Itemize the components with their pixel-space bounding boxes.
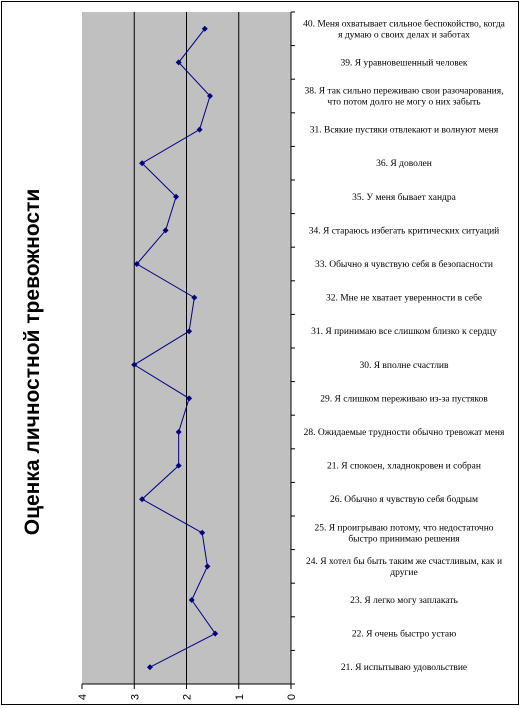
category-label: 36. Я доволен [376, 159, 432, 170]
axis-title: Оценка личностной тревожности [21, 188, 44, 536]
category-label: 25. Я проигрываю потому, что недостаточно быстро принимаю решения [314, 523, 494, 545]
category-label: 40. Меня охватывает сильное беспокойство, когда я думаю о своих делах и заботах [303, 19, 505, 41]
chart-frame [1, 1, 519, 705]
category-label: 34. Я стараюсь избегать критических ситуаций [308, 226, 500, 237]
category-label: 31. Всякие пустяки отвлекают и волнуют меня [309, 125, 499, 136]
category-label: 31. Я принимаю все слишком близко к сердцу [311, 327, 497, 338]
category-label: 21. Я спокоен, хладнокровен и собран [327, 461, 481, 472]
category-labels [303, 18, 506, 673]
category-label: 26. Обычно я чувствую себя бодрым [330, 495, 478, 506]
tick-label: 2 [181, 693, 194, 701]
category-label: 33. Обычно я чувствую себя в безопасности [314, 260, 494, 270]
category-label: 28. Ожидаемые трудности обычно тревожат меня [303, 428, 505, 438]
tick-label: 1 [233, 693, 246, 701]
category-label: 23. Я легко могу заплакать [350, 596, 458, 606]
category-label: 24. Я хотел бы быть таким же счастливым, как и другие [305, 556, 503, 578]
tick-label: 3 [129, 693, 142, 701]
category-label: 35. У меня бывает хандра [352, 192, 456, 203]
category-label: 21. Я испытываю удовольствие [340, 663, 468, 674]
tick-label: 0 [286, 693, 298, 701]
category-label: 29. Я слишком переживаю из-за пустяков [320, 394, 488, 405]
category-label: 30. Я вполне счастлив [359, 360, 449, 371]
category-label: 38. Я так сильно переживаю свои разочарования, что потом долго не могу о них забыть [304, 86, 504, 108]
category-label: 22. Я очень быстро устаю [351, 629, 457, 640]
tick-label: 4 [77, 693, 89, 701]
axis-title-wrap [18, 182, 48, 542]
line-chart [2, 2, 520, 706]
category-label: 39. Я уравновешенный человек [340, 58, 468, 69]
category-label: 32. Мне не хватает уверенности в себе [325, 293, 483, 304]
